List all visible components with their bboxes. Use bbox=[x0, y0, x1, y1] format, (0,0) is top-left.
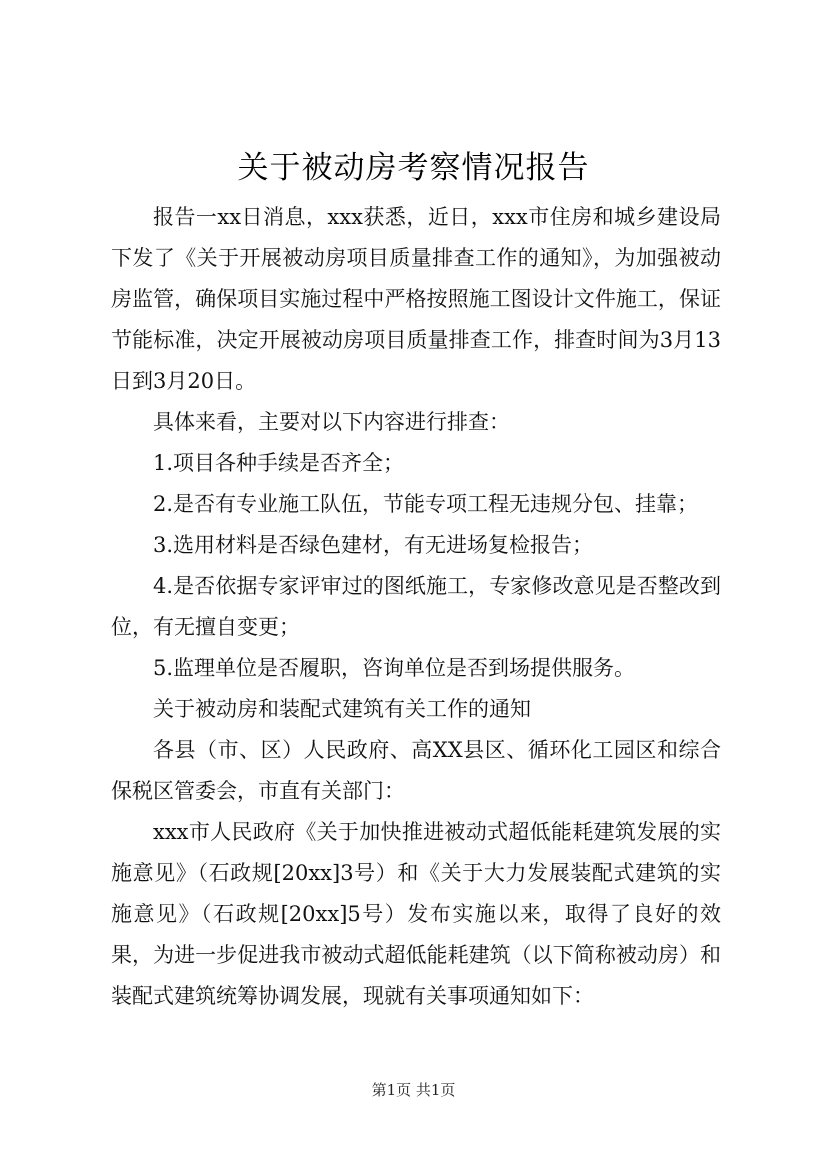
list-item: 3.选用材料是否绿色建材，有无进场复检报告； bbox=[153, 533, 594, 557]
document-title: 关于被动房考察情况报告 bbox=[237, 150, 590, 186]
list-item: 2.是否有专业施工队伍，节能专项工程无违规分包、挂靠； bbox=[153, 492, 699, 516]
page-footer: 第1页 共1页 bbox=[371, 1081, 456, 1099]
section-heading: 关于被动房和装配式建筑有关工作的通知 bbox=[153, 697, 531, 721]
list-item: 1.项目各种手续是否齐全； bbox=[153, 451, 405, 475]
list-item: 4.是否依据专家评审过的图纸施工，专家修改意见是否整改到位，有无擅自变更； bbox=[111, 574, 721, 639]
paragraph-notice-body: xxx市人民政府《关于加快推进被动式超低能耗建筑发展的实施意见》（石政规[20xx]3号）和《关于大力发展装配式建筑的实施意见》（石政规[20xx]5号）发布实施以来，取得了良好的效果，为进一步促进我市被动式超低能耗建筑（以下简称被动房）和装配式建筑统筹协调发展，现就有关事项通知如下： bbox=[111, 820, 721, 1008]
paragraph-addressees: 各县（市、区）人民政府、高XX县区、循环化工园区和综合保税区管委会，市直有关部门： bbox=[111, 738, 721, 803]
document-body bbox=[111, 197, 721, 1017]
paragraph-intro: 报告一xx日消息，xxx获悉，近日，xxx市住房和城乡建设局下发了《关于开展被动房项目质量排查工作的通知》，为加强被动房监管，确保项目实施过程中严格按照施工图设计文件施工，保证节能标准，决定开展被动房项目质量排查工作，排查时间为3月13日到3月20日。 bbox=[111, 205, 721, 393]
paragraph-checklist-lead: 具体来看，主要对以下内容进行排查： bbox=[153, 410, 510, 434]
list-item: 5.监理单位是否履职，咨询单位是否到场提供服务。 bbox=[153, 656, 636, 680]
